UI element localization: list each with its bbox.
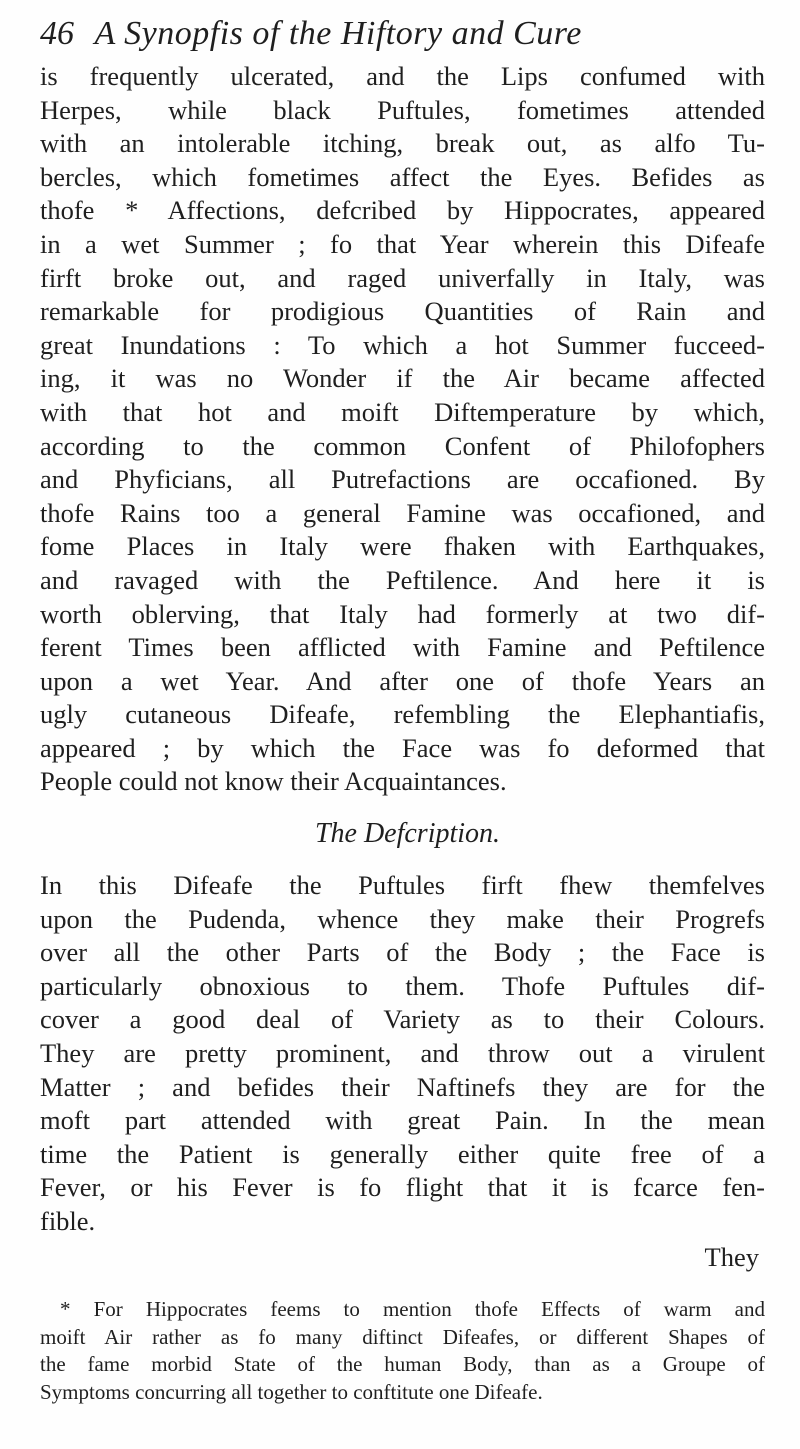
text-line: with that hot and moift Diftemperature by which, (40, 396, 765, 427)
text-line: In this Difeafe the Puftules firft fhew themfelves (40, 870, 765, 901)
text-line: Matter ; and befides their Naftinefs they are for the (40, 1071, 765, 1102)
text-line: appeared ; by which the Face was fo deformed that (40, 732, 765, 763)
footnote-line: moift Air rather as fo many diftinct Difeafes, or different Shapes of (40, 1324, 765, 1349)
text-line: People could not know their Acquaintances. (40, 766, 507, 797)
text-line: ugly cutaneous Difeafe, refembling the Elephantiafis, (40, 699, 765, 730)
text-line: fible. (40, 1206, 96, 1236)
text-line: is frequently ulcerated, and the Lips confumed with (40, 61, 765, 91)
text-line: bercles, which fometimes affect the Eyes. Befides as (40, 161, 765, 192)
section-heading: The Defcription. (314, 818, 501, 850)
text-line: fome Places in Italy were fhaken with Earthquakes, (40, 531, 765, 562)
footnote-line: Symptoms concurring all together to conftitute one Difeafe. (40, 1379, 543, 1404)
running-title: A Synopfis of the Hiftory and Cure (94, 15, 582, 52)
text-line: with an intolerable itching, break out, as alfo Tu- (40, 128, 765, 159)
text-line: firft broke out, and raged univerfally in Italy, was (40, 262, 765, 293)
text-line: and Phyficians, all Putrefactions are occafioned. By (40, 464, 765, 495)
text-line: upon a wet Year. And after one of thofe Years an (40, 665, 765, 696)
text-line: worth oblerving, that Italy had formerly at two dif- (40, 598, 765, 629)
text-line: ferent Times been afflicted with Famine and Peftilence (40, 632, 765, 663)
catchword: They (704, 1241, 759, 1272)
text-line: ing, it was no Wonder if the Air became affected (40, 363, 765, 394)
text-line: cover a good deal of Variety as to their Colours. (40, 1004, 765, 1035)
text-line: and ravaged with the Peftilence. And here it is (40, 564, 765, 595)
text-line: Fever, or his Fever is fo flight that it is fcarce fen- (40, 1172, 765, 1203)
text-line: in a wet Summer ; fo that Year wherein this Difeafe (40, 228, 765, 259)
running-head (40, 14, 760, 54)
footnote-line: the fame morbid State of the human Body, than as a Groupe of (40, 1352, 765, 1376)
text-line: thofe Rains too a general Famine was occafioned, and (40, 497, 765, 528)
text-line: remarkable for prodigious Quantities of Rain and (40, 296, 765, 327)
footnote (40, 1296, 765, 1406)
text-line: upon the Pudenda, whence they make their Progrefs (40, 903, 765, 934)
text-line: according to the common Confent of Philofophers (40, 430, 765, 461)
footnote-line: * For Hippocrates feems to mention thofe Effects of warm and (60, 1297, 765, 1321)
main-text (40, 60, 765, 1275)
text-line: over all the other Parts of the Body ; the Face is (40, 937, 765, 968)
text-line: Herpes, while black Puftules, fometimes attended (40, 94, 765, 125)
text-line: particularly obnoxious to them. Thofe Puftules dif- (40, 970, 765, 1001)
text-line: thofe * Affections, defcribed by Hippocrates, appeared (40, 195, 765, 226)
paragraph-2 (40, 869, 765, 1239)
page-number: 46 (40, 15, 74, 52)
text-line: time the Patient is generally either quite free of a (40, 1138, 765, 1169)
paragraph-1 (40, 60, 765, 799)
text-line: They are pretty prominent, and throw out a virulent (40, 1038, 765, 1069)
text-line: moft part attended with great Pain. In the mean (40, 1105, 765, 1136)
text-line: great Inundations : To which a hot Summer fucceed- (40, 329, 765, 360)
